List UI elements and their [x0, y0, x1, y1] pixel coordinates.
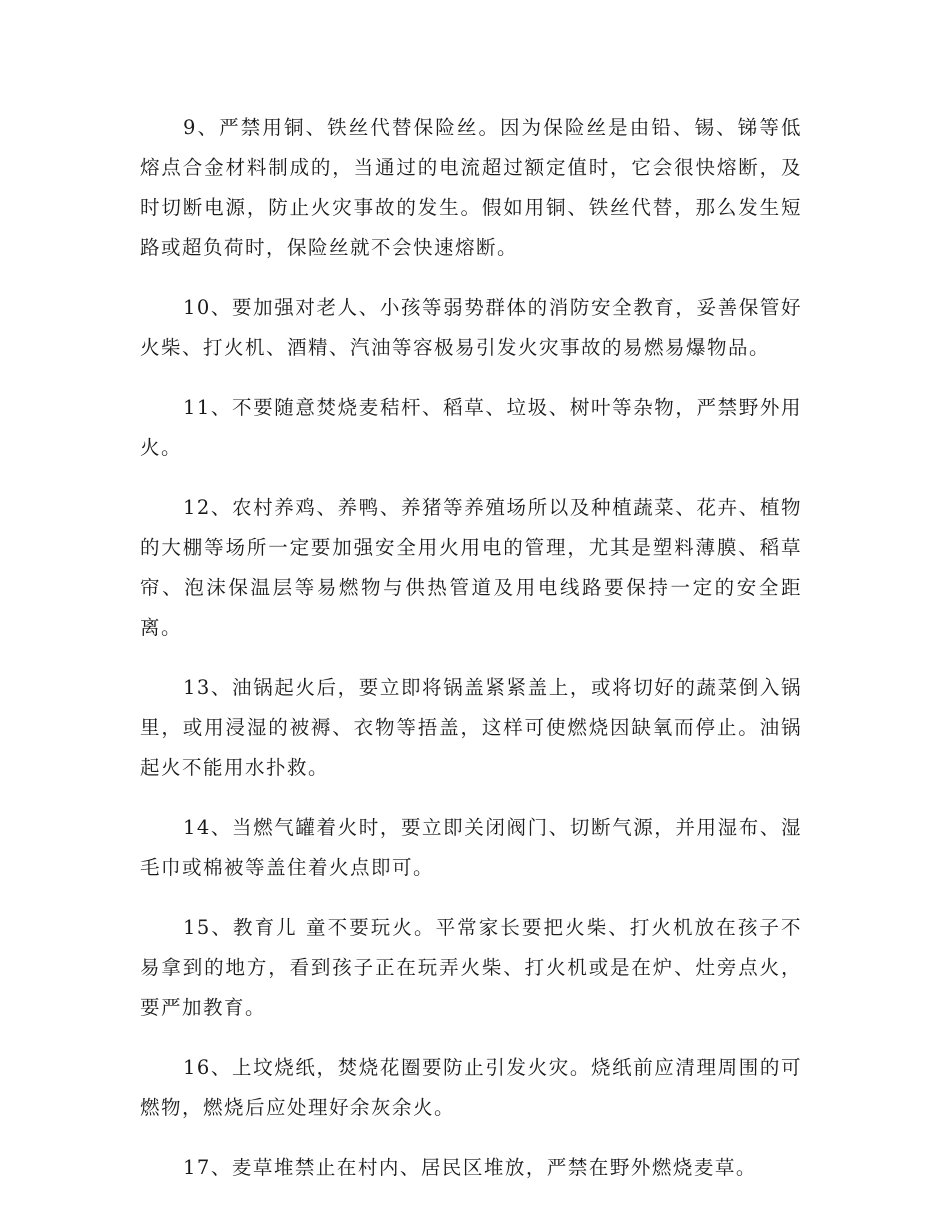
paragraph-item-11: 11、不要随意焚烧麦秸杆、稻草、垃圾、树叶等杂物，严禁野外用火。 [140, 396, 802, 459]
paragraph-item-15: 15、教育儿 童不要玩火。平常家长要把火柴、打火机放在孩子不易拿到的地方，看到孩子正在玩弄火柴、打火机或是在炉、灶旁点火，要严加教育。 [140, 916, 802, 1019]
paragraph-item-9: 9、严禁用铜、铁丝代替保险丝。因为保险丝是由铅、锡、锑等低熔点合金材料制成的，当通过的电流超过额定值时，它会很快熔断，及时切断电源，防止火灾事故的发生。假如用铜、铁丝代替，那么发生短路或超负荷时，保险丝就不会快速熔断。 [140, 116, 802, 259]
paragraph-item-12: 12、农村养鸡、养鸭、养猪等养殖场所以及种植蔬菜、花卉、植物的大棚等场所一定要加强安全用火用电的管理，尤其是塑料薄膜、稻草帘、泡沫保温层等易燃物与供热管道及用电线路要保持一定的安全距离。 [140, 496, 802, 639]
paragraph-item-13: 13、油锅起火后，要立即将锅盖紧紧盖上，或将切好的蔬菜倒入锅里，或用浸湿的被褥、衣物等捂盖，这样可使燃烧因缺氧而停止。油锅起火不能用水扑救。 [140, 676, 802, 779]
paragraph-item-17: 17、麦草堆禁止在村内、居民区堆放，严禁在野外燃烧麦草。 [183, 1156, 757, 1179]
paragraph-item-16: 16、上坟烧纸，焚烧花圈要防止引发火灾。烧纸前应清理周围的可燃物，燃烧后应处理好余灰余火。 [140, 1056, 802, 1119]
paragraph-item-14: 14、当燃气罐着火时，要立即关闭阀门、切断气源，并用湿布、湿毛巾或棉被等盖住着火点即可。 [140, 816, 802, 879]
document-body [140, 108, 802, 1208]
paragraph-item-10: 10、要加强对老人、小孩等弱势群体的消防安全教育，妥善保管好火柴、打火机、酒精、汽油等容极易引发火灾事故的易燃易爆物品。 [140, 296, 802, 359]
